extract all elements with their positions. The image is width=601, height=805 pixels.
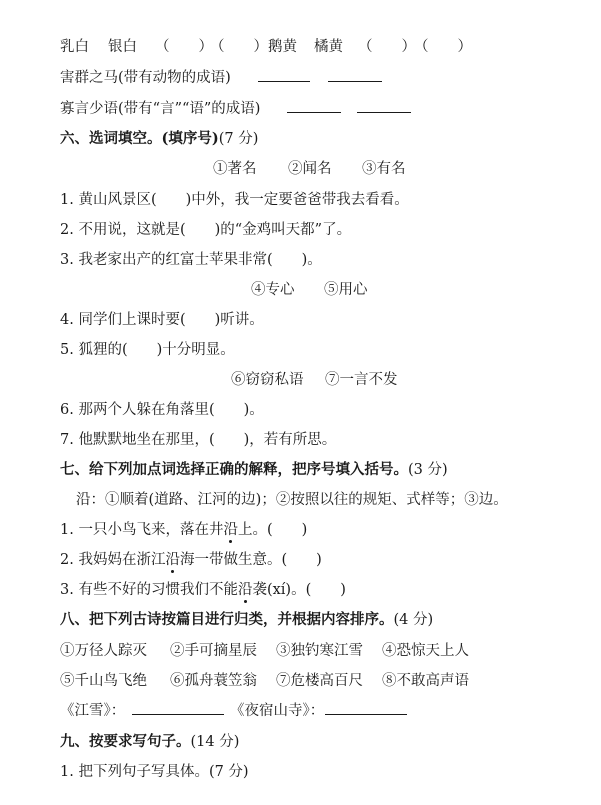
section-9-score: (14 分) — [190, 734, 240, 750]
poem-line-6: ⑥孤舟蓑笠翁 — [170, 673, 257, 689]
s5-line3 — [0, 97, 601, 121]
question-6-6: 6. 那两个人躲在角落里( )。 — [60, 402, 264, 418]
answer-paren[interactable]: （ ） — [358, 39, 416, 55]
option-1: ①著名 — [213, 161, 257, 177]
answer-paren[interactable]: （ ） — [210, 39, 268, 55]
poem-lines-row-2 — [0, 669, 601, 693]
answer-blank[interactable] — [328, 66, 382, 90]
section-9-heading — [0, 730, 601, 754]
word-bank-2 — [0, 278, 601, 302]
question-6-1: 1. 黄山风景区( )中外，我一定要爸爸带我去看看。 — [60, 192, 409, 208]
section-7-heading — [0, 458, 601, 482]
poem-jiangxue-label: 《江雪》： — [60, 703, 126, 719]
poem-line-3: ③独钓寒江雪 — [276, 643, 363, 659]
option-4: ④专心 — [251, 282, 295, 298]
section-8-heading — [0, 608, 601, 632]
question-7-2: 2. 我妈妈在浙江沿海一带做生意。( ) — [60, 552, 322, 568]
answer-blank[interactable] — [132, 699, 224, 723]
poem-line-7: ⑦危楼高百尺 — [276, 673, 363, 689]
poem-answer-row — [0, 699, 601, 723]
section-8-title: 八、把下列古诗按篇目进行归类，并根据内容排序。 — [60, 611, 394, 628]
section-6-title: 六、选词填空。(填序号) — [60, 130, 219, 147]
definition-yan: 沿：①顺着(道路、江河的边)；②按照以往的规矩、式样等；③边。 — [76, 492, 508, 508]
answer-blank[interactable] — [258, 66, 310, 90]
question-6-2: 2. 不用说，这就是( )的“金鸡叫天都”了。 — [60, 222, 352, 238]
poem-line-2: ②手可摘星辰 — [170, 643, 257, 659]
section-7-title: 七、给下列加点词选择正确的解释，把序号填入括号。 — [60, 461, 408, 478]
poem-yesushansi-label: 《夜宿山寺》： — [230, 703, 325, 719]
poem-line-5: ⑤千山鸟飞绝 — [60, 673, 147, 689]
word-juhuang: 橘黄 — [314, 39, 343, 55]
s5-line2 — [0, 66, 601, 90]
word-bank-3 — [0, 368, 601, 392]
word-yinbai: 银白 — [108, 39, 137, 55]
poem-line-8: ⑧不敢高声语 — [382, 673, 469, 689]
word-ehuang: 鹅黄 — [268, 39, 297, 55]
section-9-title: 九、按要求写句子。 — [60, 733, 191, 750]
section-6-score: (7 分) — [218, 131, 259, 147]
option-5: ⑤用心 — [324, 282, 368, 298]
option-3: ③有名 — [362, 161, 406, 177]
dotted-char: 沿 — [165, 552, 180, 568]
idiom-prompt: 寡言少语(带有“言”“语”的成语) — [60, 101, 261, 117]
idiom-prompt: 害群之马(带有动物的成语) — [60, 70, 231, 86]
dotted-char: 沿 — [223, 522, 238, 538]
poem-line-1: ①万径人踪灭 — [60, 643, 147, 659]
section-7-score: (3 分) — [408, 462, 448, 478]
s5-line1 — [0, 35, 601, 59]
question-6-7: 7. 他默默地坐在那里，( )，若有所思。 — [60, 432, 337, 448]
option-2: ②闻名 — [288, 161, 332, 177]
word-bank-1 — [0, 157, 601, 181]
answer-blank[interactable] — [287, 97, 341, 121]
answer-paren[interactable]: （ ） — [414, 39, 472, 55]
option-6: ⑥窃窃私语 — [231, 372, 304, 388]
dotted-char: 沿 — [237, 582, 253, 598]
answer-blank[interactable] — [325, 699, 407, 723]
section-6-heading — [0, 127, 601, 151]
question-9-1: 1. 把下列句子写具体。(7 分) — [60, 764, 249, 780]
option-7: ⑦一言不发 — [325, 372, 398, 388]
answer-blank[interactable] — [357, 97, 411, 121]
word-rubai: 乳白 — [60, 39, 89, 55]
question-7-3: 3. 有些不好的习惯我们不能沿袭(xí)。( ) — [60, 582, 346, 598]
question-6-3: 3. 我老家出产的红富士苹果非常( )。 — [60, 252, 322, 268]
section-8-score: (4 分) — [393, 612, 434, 628]
question-6-4: 4. 同学们上课时要( )听讲。 — [60, 312, 264, 328]
poem-line-4: ④恐惊天上人 — [382, 643, 469, 659]
answer-paren[interactable]: （ ） — [155, 39, 213, 55]
question-7-1: 1. 一只小鸟飞来，落在井沿上。( ) — [60, 522, 308, 538]
poem-lines-row-1 — [0, 639, 601, 663]
question-6-5: 5. 狐狸的( )十分明显。 — [60, 342, 235, 358]
